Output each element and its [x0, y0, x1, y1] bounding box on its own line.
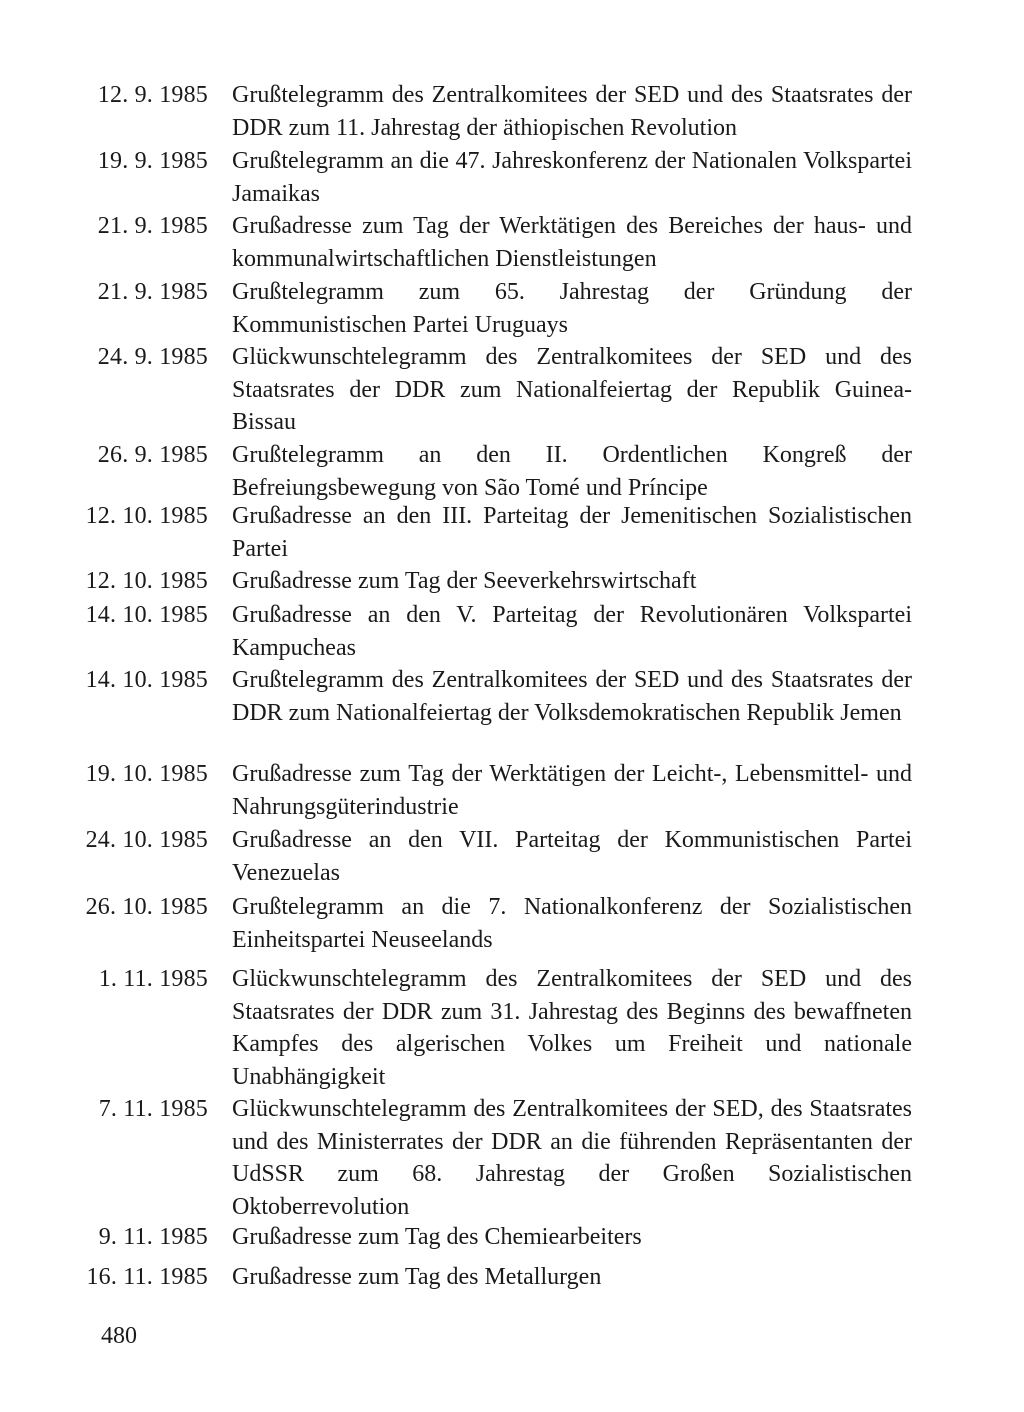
- entry-date: 24. 9. 1985: [97, 344, 208, 370]
- entry-text: Grußadresse zum Tag des Chemiearbeiters: [232, 1224, 642, 1250]
- entry-date: 19. 9. 1985: [97, 148, 208, 174]
- entry-text: Grußadresse zum Tag der Werktätigen der Leicht-, Lebensmittel- und Nahrungsgüterindustrie: [232, 761, 912, 820]
- entry-date: 19. 10. 1985: [85, 761, 208, 787]
- entry-date: 21. 9. 1985: [97, 213, 208, 239]
- entry-date: 12. 10. 1985: [85, 503, 208, 529]
- entry-text: Grußadresse an den III. Parteitag der Jemenitischen Sozialistischen Partei: [232, 503, 912, 562]
- entry-text: Glückwunschtelegramm des Zentralkomitees der SED und des Staatsrates der DDR zum 31. Jahrestag des Beginns des bewaffneten Kampfes des algerischen Volkes um Freiheit und nationale Unabhängigkeit: [232, 966, 912, 1090]
- entry-text: Grußadresse an den V. Parteitag der Revolutionären Volkspartei Kampucheas: [232, 602, 912, 661]
- entry-text: Glückwunschtelegramm des Zentralkomitees der SED, des Staatsrates und des Ministerrates der DDR an die führenden Repräsentanten der UdSSR zum 68. Jahrestag der Großen Sozialistischen Oktoberrevolution: [232, 1096, 912, 1220]
- entry-date: 14. 10. 1985: [85, 667, 208, 693]
- entry-text: Glückwunschtelegramm des Zentralkomitees der SED und des Staatsrates der DDR zum Nationalfeiertag der Republik Guinea-Bissau: [232, 344, 912, 435]
- entry-date: 16. 11. 1985: [86, 1264, 208, 1290]
- entry-text: Grußtelegramm des Zentralkomitees der SED und des Staatsrates der DDR zum 11. Jahrestag der äthiopischen Revolution: [232, 82, 912, 141]
- entry-text: Grußtelegramm an die 47. Jahreskonferenz der Nationalen Volkspartei Jamaikas: [232, 148, 912, 207]
- entry-text: Grußtelegramm an die 7. Nationalkonferenz der Sozialistischen Einheitspartei Neuseelands: [232, 894, 912, 953]
- entry-date: 14. 10. 1985: [85, 602, 208, 628]
- entry-date: 21. 9. 1985: [97, 279, 208, 305]
- entry-text: Grußadresse zum Tag der Werktätigen des Bereiches der haus- und kommunalwirtschaftlichen Dienstleistungen: [232, 213, 912, 272]
- entry-date: 9. 11. 1985: [98, 1224, 208, 1250]
- entry-text: Grußadresse zum Tag der Seeverkehrswirtschaft: [232, 568, 697, 594]
- entry-text: Grußadresse an den VII. Parteitag der Kommunistischen Partei Venezuelas: [232, 827, 912, 886]
- entry-text: Grußtelegramm an den II. Ordentlichen Kongreß der Befreiungsbewegung von São Tomé und Príncipe: [232, 442, 912, 501]
- entry-text: Grußtelegramm des Zentralkomitees der SED und des Staatsrates der DDR zum Nationalfeiertag der Volksdemokratischen Republik Jemen: [232, 667, 912, 726]
- entry-date: 26. 10. 1985: [85, 894, 208, 920]
- entry-date: 24. 10. 1985: [85, 827, 208, 853]
- entry-date: 12. 10. 1985: [85, 568, 208, 594]
- entry-date: 1. 11. 1985: [98, 966, 208, 992]
- entry-date: 12. 9. 1985: [97, 82, 208, 108]
- entry-text: Grußtelegramm zum 65. Jahrestag der Gründung der Kommunistischen Partei Uruguays: [232, 279, 912, 338]
- entry-text: Grußadresse zum Tag des Metallurgen: [232, 1264, 602, 1290]
- entry-date: 7. 11. 1985: [98, 1096, 208, 1122]
- entry-date: 26. 9. 1985: [97, 442, 208, 468]
- page-number: 480: [101, 1323, 137, 1349]
